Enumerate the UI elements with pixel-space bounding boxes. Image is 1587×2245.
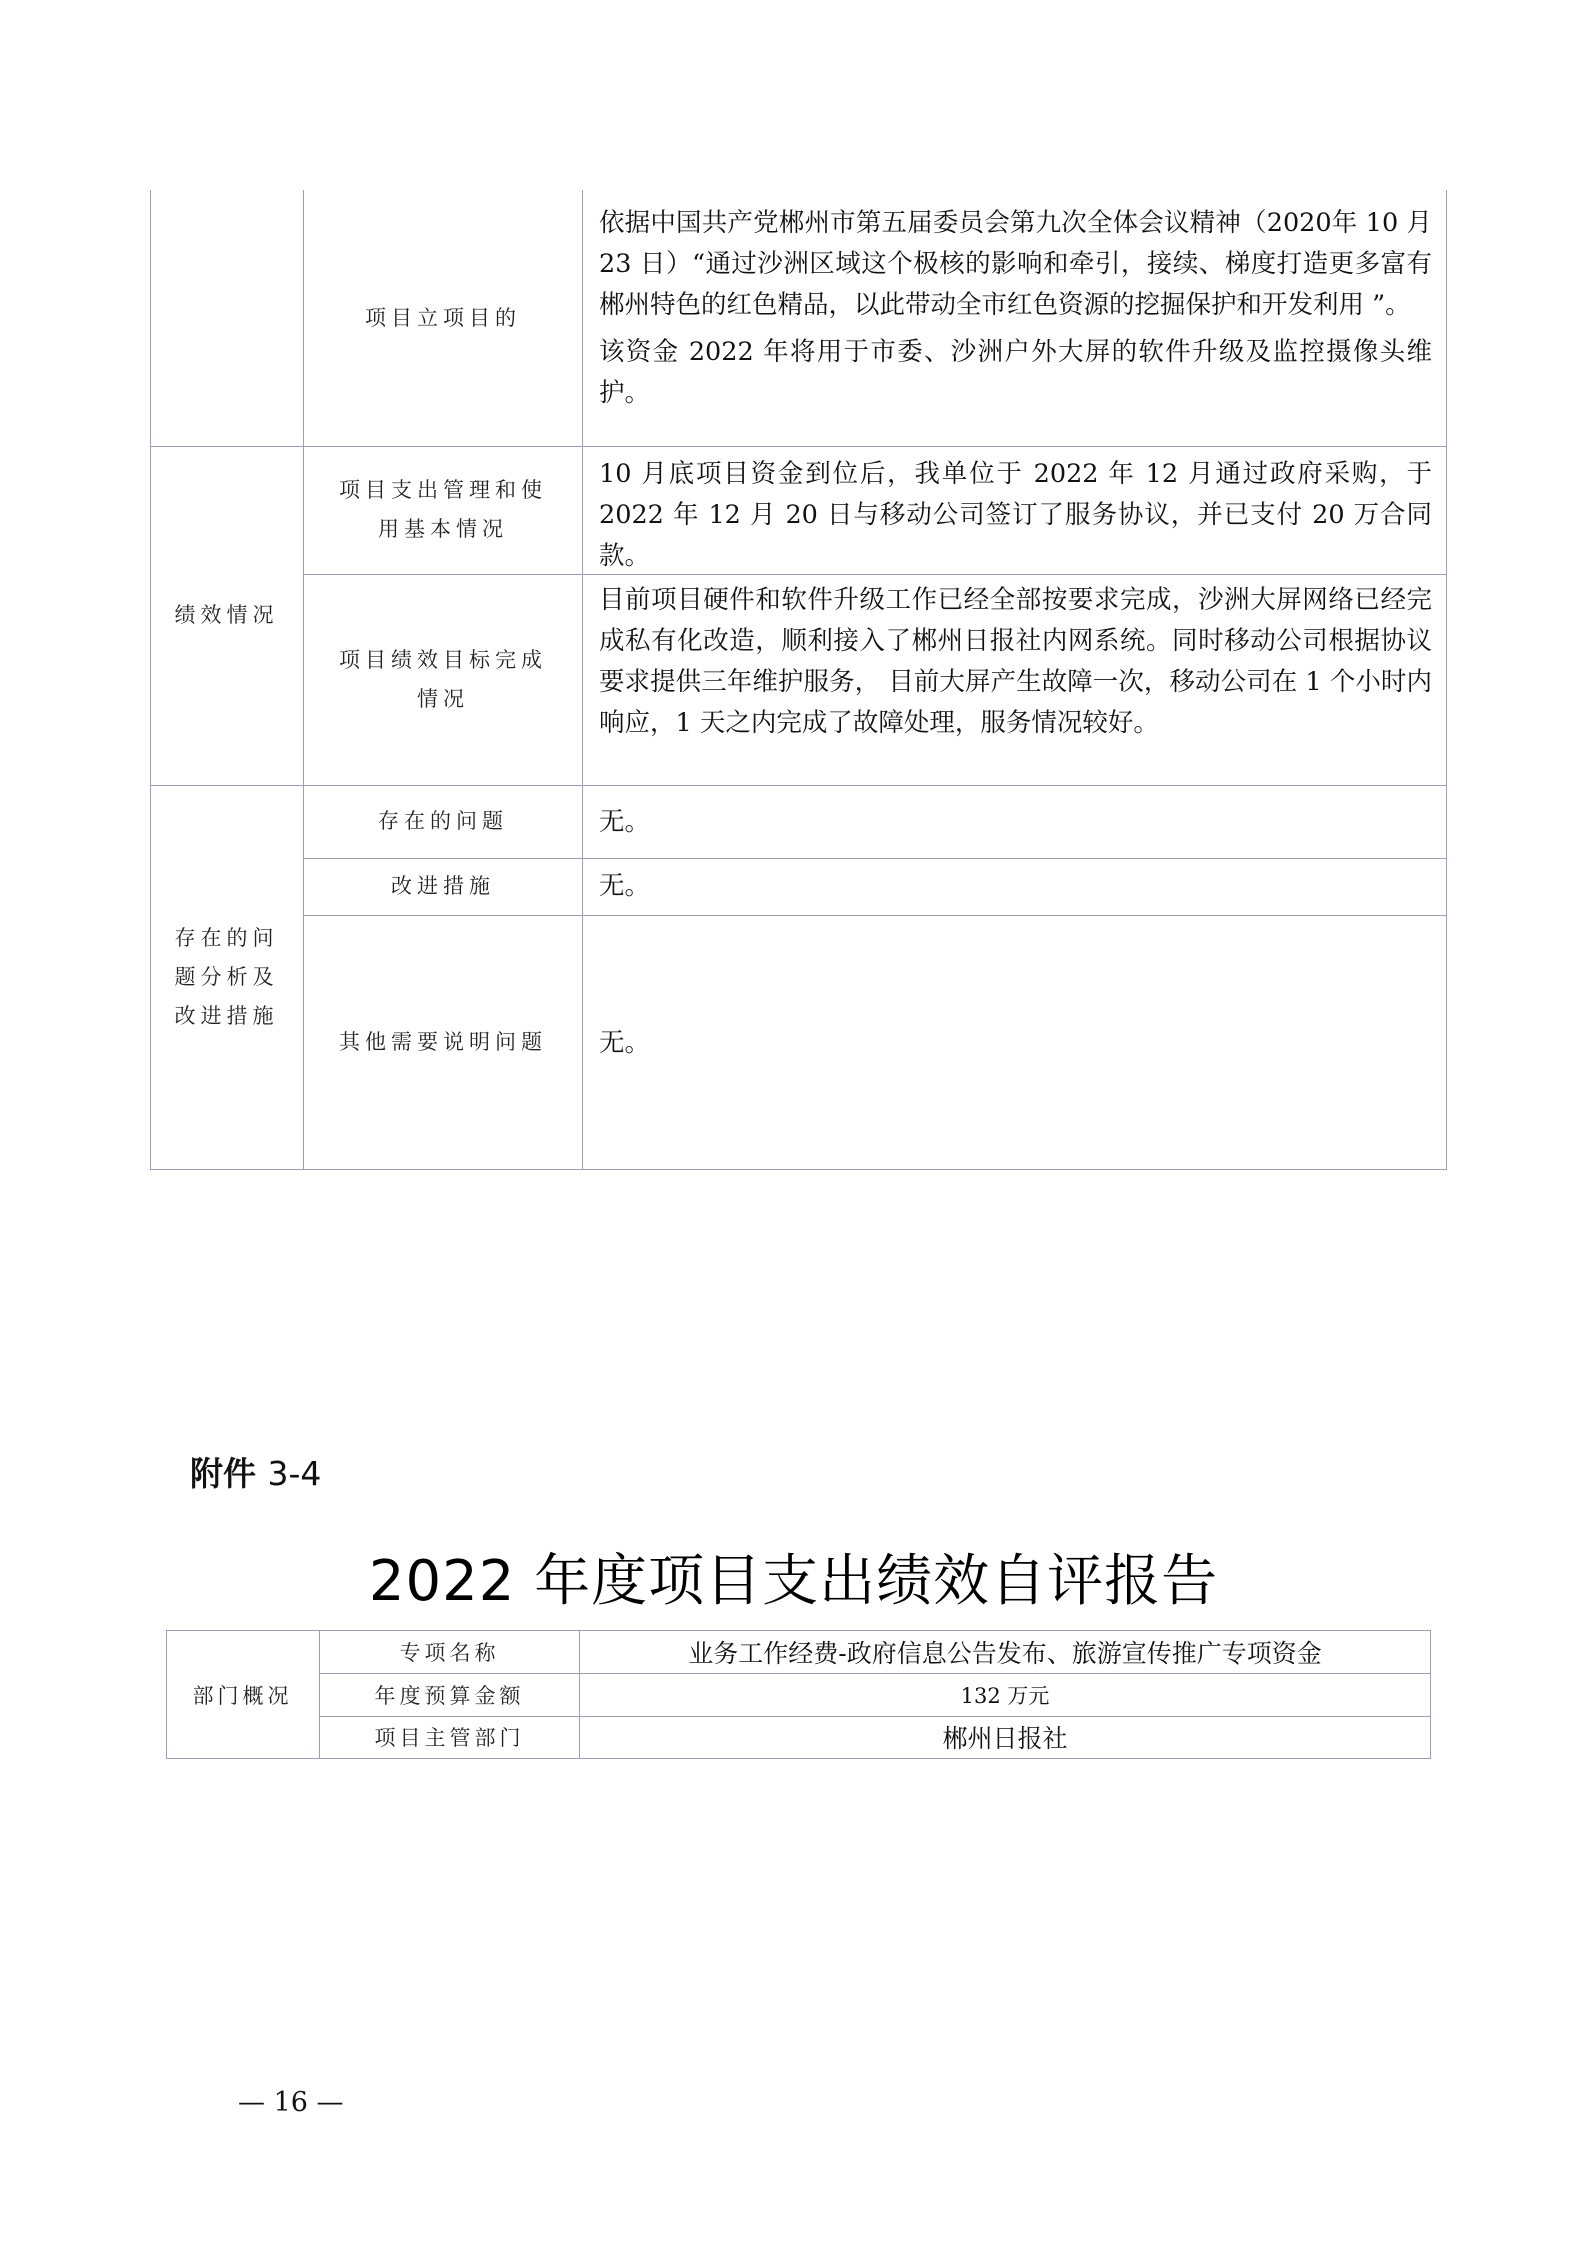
dept-label: 部门概况 — [192, 1683, 293, 1708]
measures-label: 改进措施 — [391, 874, 495, 898]
performance-label: 绩效情况 — [174, 603, 279, 627]
table-border-right — [1446, 190, 1447, 1170]
measures-value: 无。 — [599, 871, 651, 901]
row-value: 郴州日报社 — [942, 1724, 1068, 1753]
goal-label: 项目绩效目标完成情况 — [339, 647, 547, 711]
overview-table — [166, 1630, 1431, 1759]
table-border-right — [1430, 1630, 1431, 1759]
table-border-bottom — [150, 1169, 1447, 1170]
purpose-paragraph: 依据中国共产党郴州市第五届委员会第九次全体会议精神（2020年 10 月 23 日）“通过沙洲区域这个极核的影响和牵引，接续、梯度打造更多富有郴州特色的红色精品，以此带动全市红色资源的挖掘保护和开发利用 ”。 — [599, 208, 1432, 320]
analysis-label: 存在的问题分析及改进措施 — [174, 926, 279, 1028]
row-label: 专项名称 — [399, 1640, 500, 1665]
mgmt-label: 项目支出管理和使用基本情况 — [339, 478, 547, 541]
attachment-label — [190, 1448, 321, 1495]
row-label: 年度预算金额 — [374, 1683, 525, 1708]
page-number: — 16 — — [238, 2087, 344, 2118]
report-title: 2022 年度项目支出绩效自评报告 — [368, 1549, 1219, 1614]
goal-text: 目前项目硬件和软件升级工作已经全部按要求完成，沙洲大屏网络已经完成私有化改造，顺利接入了郴州日报社内网系统。同时移动公司根据协议要求提供三年维护服务， 目前大屏产生故障一次，移动公司在 1 个小时内响应，1 天之内完成了故障处理，服务情况较好。 — [599, 585, 1432, 738]
problems-label: 存在的问题 — [378, 809, 508, 833]
mgmt-text: 10 月底项目资金到位后，我单位于 2022 年 12 月通过政府采购，于 2022 年 12 月 20 日与移动公司签订了服务协议，并已支付 20 万合同款。 — [599, 459, 1432, 571]
attachment-word: 附件 — [190, 1454, 256, 1493]
row-value: 132 万元 — [960, 1683, 1050, 1708]
other-value: 无。 — [599, 1028, 651, 1058]
purpose-text — [599, 203, 1432, 414]
attachment-number: 3-4 — [267, 1454, 322, 1493]
other-label: 其他需要说明问题 — [339, 1029, 547, 1054]
row-label: 项目主管部门 — [374, 1726, 525, 1750]
table-border-bottom — [166, 1758, 1431, 1759]
row-value: 业务工作经费-政府信息公告发布、旅游宣传推广专项资金 — [688, 1638, 1322, 1668]
table-divider — [582, 190, 583, 1170]
purpose-paragraph: 该资金 2022 年将用于市委、沙洲户外大屏的软件升级及监控摄像头维护。 — [599, 337, 1432, 408]
performance-table — [150, 190, 1447, 1170]
problems-value: 无。 — [599, 807, 651, 837]
purpose-label: 项目立项目的 — [365, 305, 521, 330]
